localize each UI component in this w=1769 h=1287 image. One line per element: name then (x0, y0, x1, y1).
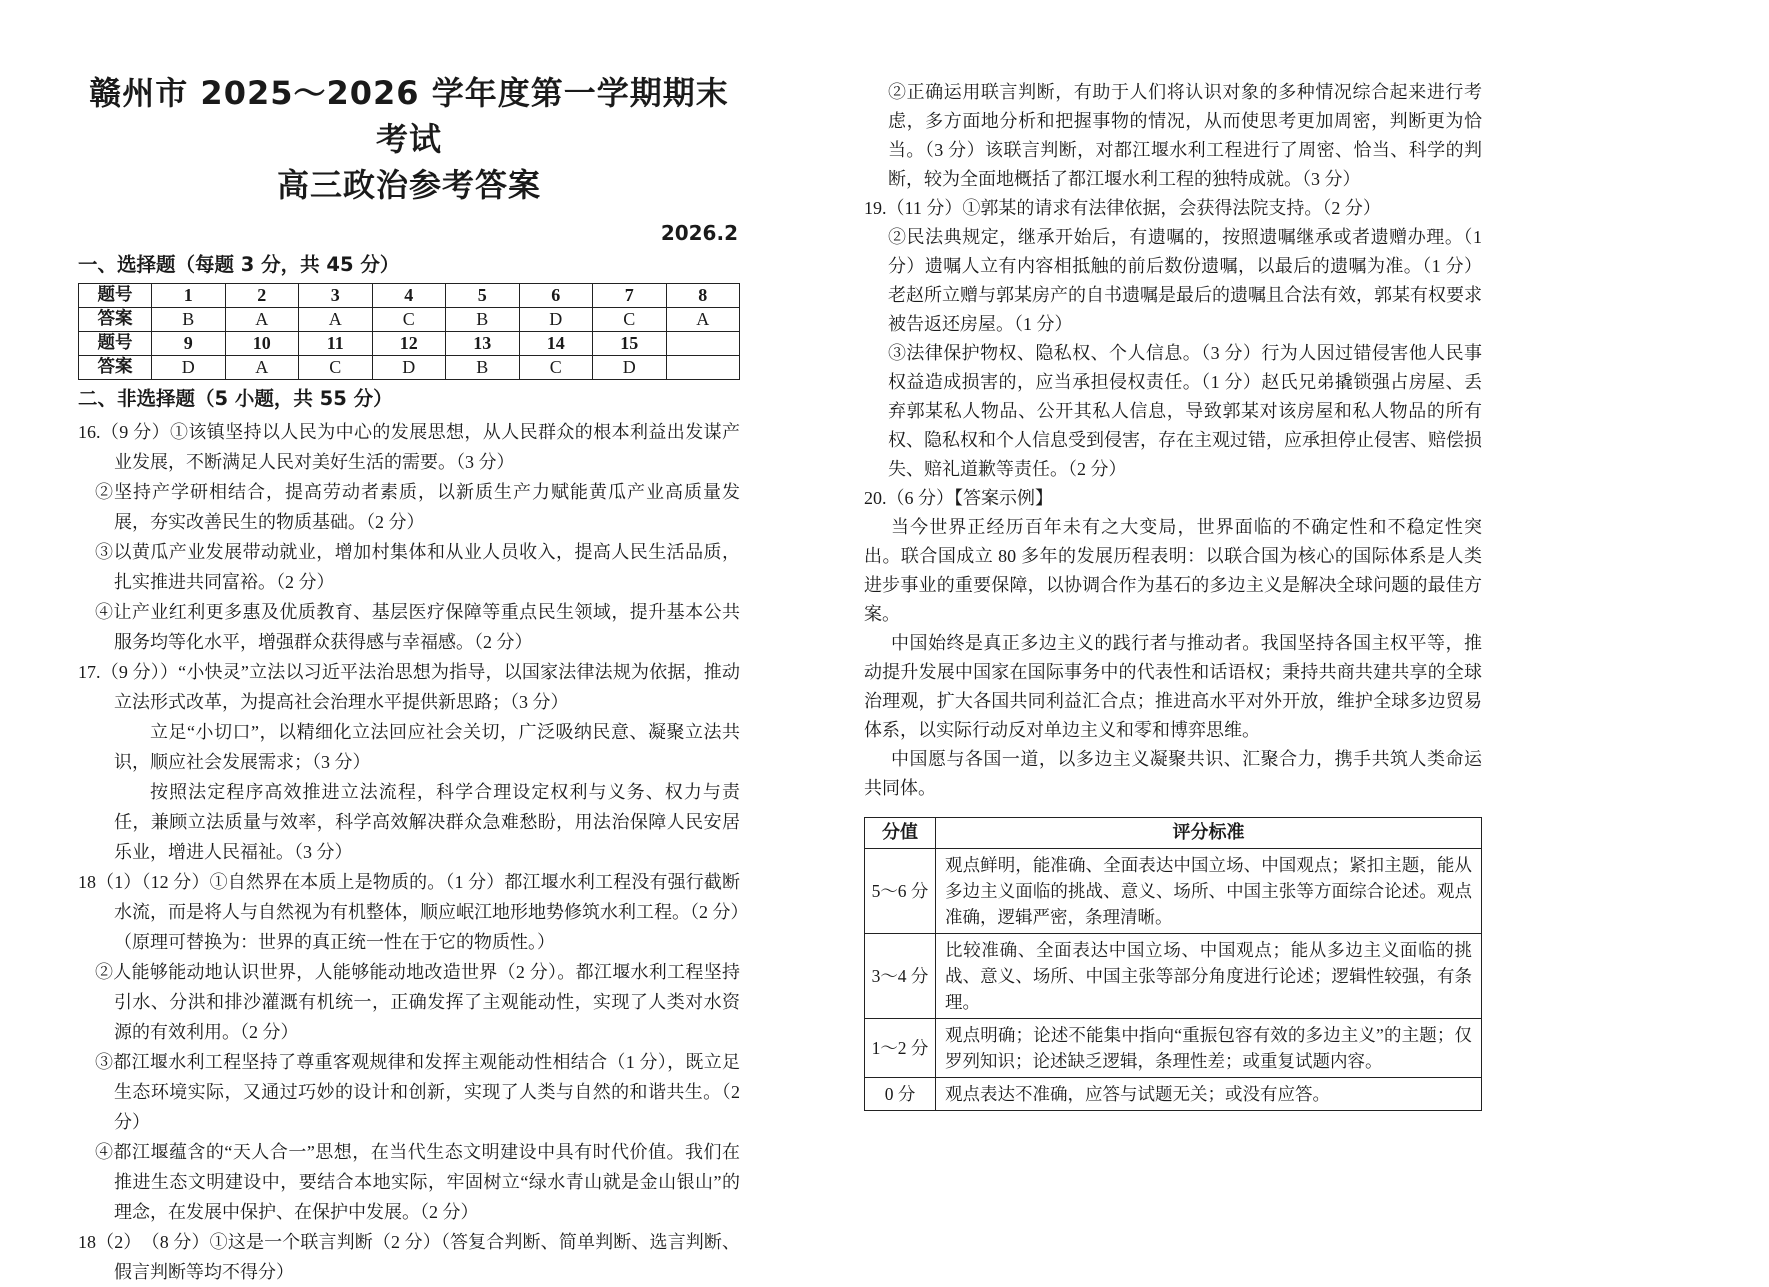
answer-paragraph: ②人能够能动地认识世界，人能够能动地改造世界（2 分）。都江堰水利工程坚持引水、分洪和排沙灌溉有机统一，正确发挥了主观能动性，实现了人类对水资源的有效利用。（2 分） (95, 962, 740, 1042)
answer-paragraph: ④让产业红利更多惠及优质教育、基层医疗保障等重点民生领域，提升基本公共服务均等化水平，增强群众获得感与幸福感。（2 分） (95, 602, 740, 652)
answer-cell: 13 (446, 332, 520, 356)
answer-cell: D (152, 356, 226, 380)
rubric-header-criteria: 评分标准 (936, 818, 1482, 849)
answer-paragraph: ②民法典规定，继承开始后，有遗嘱的，按照遗嘱继承或者遗赠办理。（1 分）遗嘱人立有内容相抵触的前后数份遗嘱，以最后的遗嘱为准。（1 分）老赵所立赠与郭某房产的自书遗嘱是最后的遗嘱且合法有效，郭某有权要求被告返还房屋。（1 分） (888, 227, 1482, 334)
answer-paragraph: 16.（9 分）①该镇坚持以人民为中心的发展思想，从人民群众的根本利益出发谋产业发展，不断满足人民对美好生活的需要。（3 分） (78, 422, 740, 472)
answer-paragraph: ④都江堰蕴含的“天人合一”思想，在当代生态文明建设中具有时代价值。我们在推进生态文明建设中，要结合本地实际，牢固树立“绿水青山就是金山银山”的理念，在发展中保护、在保护中发展。（2 分） (95, 1142, 740, 1222)
answer-paragraph: 立足“小切口”，以精细化立法回应社会关切，广泛吸纳民意、凝聚立法共识，顺应社会发展需求；（3 分） (114, 722, 740, 772)
answer-cell: D (593, 356, 667, 380)
row-label-cell: 答案 (79, 308, 152, 332)
answer-cell: C (593, 308, 667, 332)
table-row (79, 356, 740, 380)
rubric-score-cell: 3～4 分 (865, 934, 936, 1019)
rubric-score-cell: 0 分 (865, 1078, 936, 1111)
table-row (79, 308, 740, 332)
answer-cell (666, 356, 740, 380)
answer-cell: 15 (593, 332, 667, 356)
table-row (865, 849, 1482, 934)
title-line-1: 赣州市 2025～2026 学年度第一学期期末考试 (89, 74, 729, 158)
answer-cell: 5 (446, 284, 520, 308)
rubric-criteria-cell: 比较准确、全面表达中国立场、中国观点；能从多边主义面临的挑战、意义、场所、中国主张等部分角度进行论述；逻辑性较强，有条理。 (936, 934, 1482, 1019)
answer-cell: 11 (299, 332, 373, 356)
answer-cell: A (225, 356, 299, 380)
table-row (865, 934, 1482, 1019)
table-row (865, 1019, 1482, 1078)
answer-cell: A (666, 308, 740, 332)
answer-paragraph: 17.（9 分））“小快灵”立法以习近平法治思想为指导，以国家法律法规为依据，推动立法形式改革，为提高社会治理水平提供新思路；（3 分） (78, 662, 740, 712)
row-label-cell: 题号 (79, 284, 152, 308)
answer-cell: C (519, 356, 593, 380)
answer-paragraph: ②正确运用联言判断，有助于人们将认识对象的多种情况综合起来进行考虑，多方面地分析和把握事物的情况，从而使思考更加周密，判断更为恰当。（3 分）该联言判断，对都江堰水利工程进行了周密、恰当、科学的判断，较为全面地概括了都江堰水利工程的独特成就。（3 分） (888, 82, 1482, 189)
answer-cell: D (519, 308, 593, 332)
answer-paragraph: 18（2） （8 分）①这是一个联言判断（2 分）（答复合判断、简单判断、选言判断、假言判断等均不得分） (78, 1232, 740, 1282)
answer-cell: C (372, 308, 446, 332)
answer-paragraph: 19.（11 分）①郭某的请求有法律依据，会获得法院支持。（2 分） (864, 198, 1381, 218)
answer-cell: 9 (152, 332, 226, 356)
exam-date: 2026.2 (660, 221, 738, 245)
answer-cell: B (446, 308, 520, 332)
table-row (79, 284, 740, 308)
answer-paragraph: 20.（6 分）【答案示例】 (864, 488, 1053, 508)
answer-paragraph: ②坚持产学研相结合，提高劳动者素质，以新质生产力赋能黄瓜产业高质量发展，夯实改善民生的物质基础。（2 分） (95, 482, 740, 532)
rubric-criteria-cell: 观点鲜明，能准确、全面表达中国立场、中国观点；紧扣主题，能从多边主义面临的挑战、意义、场所、中国主张等方面综合论述。观点准确，逻辑严密，条理清晰。 (936, 849, 1482, 934)
title-line-2: 高三政治参考答案 (276, 166, 541, 204)
rubric-score-cell: 5～6 分 (865, 849, 936, 934)
answer-table (78, 283, 740, 380)
rubric-criteria-cell: 观点明确；论述不能集中指向“重振包容有效的多边主义”的主题；仅罗列知识；论述缺乏逻辑，条理性差；或重复试题内容。 (936, 1019, 1482, 1078)
answer-paragraph: 中国愿与各国一道，以多边主义凝聚共识、汇聚合力，携手共筑人类命运共同体。 (864, 749, 1482, 798)
section-2-heading: 二、非选择题（5 小题，共 55 分） (78, 387, 393, 410)
answer-cell (666, 332, 740, 356)
answer-cell: 10 (225, 332, 299, 356)
answer-paragraph: ③以黄瓜产业发展带动就业，增加村集体和从业人员收入，提高人民生活品质，扎实推进共同富裕。（2 分） (95, 542, 740, 592)
rubric-criteria-cell: 观点表达不准确，应答与试题无关；或没有应答。 (936, 1078, 1482, 1111)
page-title (78, 70, 740, 208)
answer-cell: D (372, 356, 446, 380)
rubric-table-body (865, 849, 1482, 1111)
rubric-score-cell: 1～2 分 (865, 1019, 936, 1078)
left-column (78, 70, 749, 1287)
answer-cell: 4 (372, 284, 446, 308)
rubric-header-score: 分值 (865, 818, 936, 849)
answer-cell: 14 (519, 332, 593, 356)
answer-cell: 7 (593, 284, 667, 308)
answer-table-body (79, 284, 740, 380)
row-label-cell: 答案 (79, 356, 152, 380)
row-label-cell: 题号 (79, 332, 152, 356)
answer-paragraph: 当今世界正经历百年未有之大变局，世界面临的不确定性和不稳定性突出。联合国成立 80 多年的发展历程表明：以联合国为核心的国际体系是人类进步事业的重要保障，以协调合作为基石的多边主义是解决全球问题的最佳方案。 (864, 517, 1482, 624)
answer-paragraph: 18（1）（12 分）①自然界在本质上是物质的。（1 分）都江堰水利工程没有强行截断水流，而是将人与自然视为有机整体，顺应岷江地形地势修筑水利工程。（2 分） (78, 872, 749, 922)
right-answers (864, 78, 1482, 803)
rubric-table-head (865, 818, 1482, 849)
table-row (79, 332, 740, 356)
answer-cell: A (299, 308, 373, 332)
answer-cell: 6 (519, 284, 593, 308)
answer-cell: A (225, 308, 299, 332)
answer-cell: C (299, 356, 373, 380)
answer-cell: B (152, 308, 226, 332)
table-row (865, 1078, 1482, 1111)
answer-paragraph: ③都江堰水利工程坚持了尊重客观规律和发挥主观能动性相结合（1 分），既立足生态环境实际，又通过巧妙的设计和创新，实现了人类与自然的和谐共生。（2 分） (95, 1052, 740, 1132)
answer-cell: 2 (225, 284, 299, 308)
answer-paragraph: ③法律保护物权、隐私权、个人信息。（3 分）行为人因过错侵害他人民事权益造成损害的，应当承担侵权责任。（1 分）赵氏兄弟撬锁强占房屋、丢弃郭某私人物品、公开其私人信息，导致郭某对该房屋和私人物品的所有权、隐私权和个人信息受到侵害，存在主观过错，应承担停止侵害、赔偿损失、赔礼道歉等责任。（2 分） (888, 343, 1482, 479)
table-row (865, 818, 1482, 849)
answer-paragraph: 中国始终是真正多边主义的践行者与推动者。我国坚持各国主权平等，推动提升发展中国家在国际事务中的代表性和话语权；秉持共商共建共享的全球治理观，扩大各国共同利益汇合点；推进高水平对外开放，维护全球多边贸易体系，以实际行动反对单边主义和零和博弈思维。 (864, 633, 1482, 740)
answer-cell: 8 (666, 284, 740, 308)
answer-paragraph: 按照法定程序高效推进立法流程，科学合理设定权利与义务、权力与责任，兼顾立法质量与效率，科学高效解决群众急难愁盼，用法治保障人民安居乐业，增进人民福祉。（3 分） (114, 782, 740, 862)
right-column (864, 78, 1482, 1111)
answer-cell: B (446, 356, 520, 380)
answer-paragraph: （原理可替换为：世界的真正统一性在于它的物质性。） (114, 932, 555, 952)
answer-cell: 3 (299, 284, 373, 308)
answer-cell: 1 (152, 284, 226, 308)
rubric-table (864, 817, 1482, 1111)
answer-cell: 12 (372, 332, 446, 356)
left-answers (78, 417, 749, 1287)
section-1-heading: 一、选择题（每题 3 分，共 45 分） (78, 253, 400, 276)
